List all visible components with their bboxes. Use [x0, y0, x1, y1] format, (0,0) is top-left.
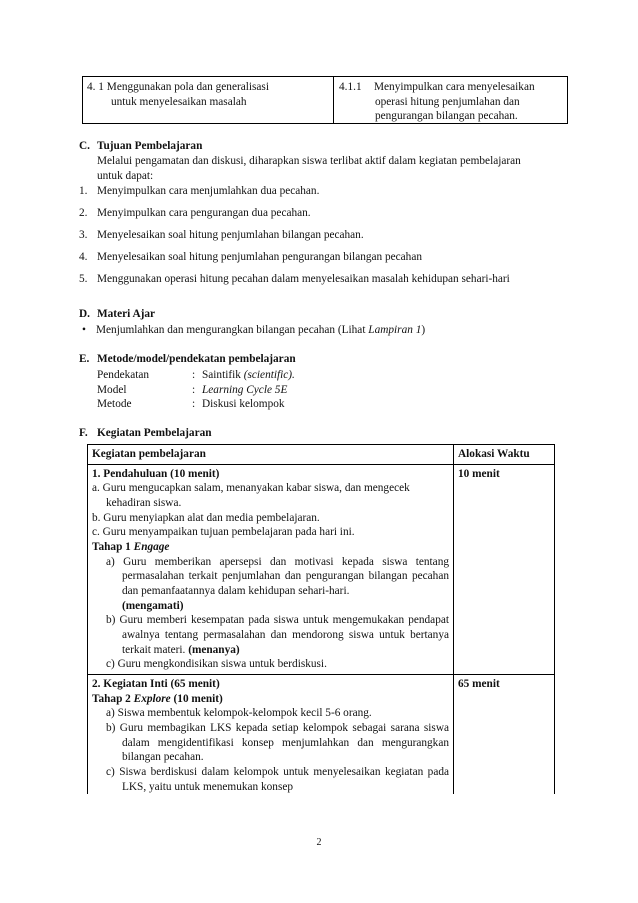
method-sep: :: [192, 383, 196, 396]
section-e-letter: E.: [79, 353, 90, 365]
engage-b-text: b) Guru memberi kesempatan pada siswa untuk mengemukakan pendapat awalnya tentang permasalahan dan mendorong siswa untuk bertanya terkait materi.: [106, 614, 449, 656]
section-c-heading: [79, 139, 202, 154]
objective-text: Menyelesaikan soal hitung penjumlahan bilangan pecahan.: [97, 229, 364, 241]
section-f-heading: [79, 426, 212, 441]
method-value: Saintifik: [202, 369, 244, 381]
engage-name: Engage: [133, 541, 170, 554]
pendahuluan-time: 10 menit: [454, 464, 555, 674]
indicator-number: 4.1.1: [339, 81, 362, 93]
section-c-intro-line1: Melalui pengamatan dan diskusi, diharapkan siswa terlibat aktif dalam kegiatan pembelajaran: [97, 155, 521, 167]
method-label: Pendekatan: [97, 369, 150, 381]
engage-item-c: c) Guru mengkondisikan siswa untuk berdiskusi.: [106, 658, 327, 671]
method-row-pendekatan: [97, 368, 497, 383]
inti-title: 2. Kegiatan Inti (65 menit): [92, 678, 220, 691]
method-list: [97, 368, 497, 412]
objective-num: 4.: [79, 251, 88, 263]
engage-heading: [92, 540, 449, 555]
method-sep: :: [192, 369, 196, 381]
method-label: Metode: [97, 398, 132, 411]
section-f-title: Kegiatan Pembelajaran: [97, 427, 212, 439]
section-e-title: Metode/model/pendekatan pembelajaran: [97, 353, 296, 365]
explore-label: Tahap 2: [92, 692, 134, 705]
explore-duration: (10 menit): [170, 692, 223, 705]
method-value-italic: Learning Cycle 5E: [202, 383, 288, 396]
method-sep: :: [192, 398, 196, 411]
engage-a-text: a) Guru memberikan apersepsi dan motivasi kepada siswa tentang permasalahan terkait penjumlahan dan pengurangan bilangan pecahan dan pemanfaatannya dalam kehidupan sehari-hari.: [106, 555, 449, 598]
objective-num: 3.: [79, 229, 88, 241]
section-d-heading: [79, 307, 155, 322]
objective-num: 1.: [79, 185, 88, 197]
objective-item-1: [79, 184, 319, 199]
method-row-model: [97, 383, 497, 398]
section-c-title: Tujuan Pembelajaran: [97, 140, 203, 152]
competency-text-line2: untuk menyelesaikan masalah: [111, 95, 247, 108]
section-c-letter: C.: [79, 140, 90, 152]
objective-item-5: [79, 272, 510, 287]
materi-close-paren: ): [421, 324, 426, 336]
activity-row-inti: [88, 675, 555, 795]
pendahuluan-c: c. Guru menyampaikan tujuan pembelajaran pada hari ini.: [92, 526, 355, 539]
explore-name: Explore: [133, 692, 171, 705]
objective-item-4: [79, 250, 422, 265]
explore-item-c: c) Siswa berdiskusi dalam kelompok untuk menyelesaikan kegiatan pada LKS, yaitu untuk menemukan konsep: [106, 766, 449, 793]
engage-label: Tahap 1: [92, 541, 134, 554]
indicator-text-line3: pengurangan bilangan pecahan.: [375, 110, 518, 123]
indicator-cell: [339, 80, 567, 124]
objective-item-2: [79, 206, 311, 221]
table-divider: [333, 77, 334, 123]
page-number: 2: [316, 837, 322, 848]
objective-text: Menyimpulkan cara menjumlahkan dua pecahan.: [97, 185, 320, 197]
materi-text: Menjumlahkan dan mengurangkan bilangan pecahan (Lihat: [96, 324, 369, 336]
objective-text: Menggunakan operasi hitung pecahan dalam menyelesaikan masalah kehidupan sehari-hari: [97, 273, 510, 285]
engage-item-b: [92, 613, 449, 657]
section-d-title: Materi Ajar: [97, 308, 156, 320]
engage-b-tag: (menanya): [188, 643, 240, 656]
pendahuluan-b: b. Guru menyiapkan alat dan media pembelajaran.: [92, 511, 320, 524]
method-label: Model: [97, 383, 127, 396]
competency-number: 4. 1: [87, 81, 104, 93]
activity-table: [87, 444, 555, 794]
section-e-heading: [79, 352, 296, 367]
inti-cell: [88, 675, 454, 795]
pendahuluan-cell: [88, 464, 454, 674]
activity-row-pendahuluan: [88, 464, 555, 674]
explore-heading: [92, 692, 449, 707]
competency-text-line1: Menggunakan pola dan generalisasi: [106, 81, 269, 93]
activity-header-row: [88, 445, 555, 465]
header-activity: Kegiatan pembelajaran: [88, 445, 454, 465]
section-c-intro: [97, 154, 597, 183]
objective-num: 2.: [79, 207, 88, 219]
materi-bullet-item: [82, 323, 425, 338]
method-row-metode: [97, 397, 497, 412]
objective-item-3: [79, 228, 364, 243]
competency-cell: [87, 80, 327, 109]
indicator-text-line1: Menyimpulkan cara menyelesaikan: [374, 81, 535, 93]
method-value-italic: (scientific).: [243, 369, 295, 381]
objective-text: Menyimpulkan cara pengurangan dua pecahan.: [97, 207, 311, 219]
section-d-letter: D.: [79, 308, 90, 320]
explore-item-b: b) Guru membagikan LKS kepada setiap kelompok sebagai sarana siswa dalam mengidentifikasi konsep menjumlahkan dan mengurangkan bilangan pecahan.: [106, 722, 449, 764]
engage-item-a: [92, 555, 449, 599]
materi-lampiran: Lampiran 1: [368, 324, 422, 336]
header-time: Alokasi Waktu: [454, 445, 555, 465]
objective-text: Menyelesaikan soal hitung penjumlahan pengurangan bilangan pecahan: [97, 251, 422, 263]
method-value: Diskusi kelompok: [202, 398, 285, 411]
pendahuluan-a: a. Guru mengucapkan salam, menanyakan kabar siswa, dan mengecek kehadiran siswa.: [92, 482, 410, 510]
objective-num: 5.: [79, 273, 88, 285]
section-c-intro-line2: untuk dapat:: [97, 169, 154, 182]
section-f-letter: F.: [79, 427, 88, 439]
bullet-icon: •: [82, 324, 86, 336]
pendahuluan-title: 1. Pendahuluan (10 menit): [92, 467, 220, 480]
competency-table: [82, 76, 568, 124]
explore-item-a: a) Siswa membentuk kelompok-kelompok kecil 5-6 orang.: [106, 707, 372, 720]
indicator-text-line2: operasi hitung penjumlahan dan: [375, 95, 520, 108]
inti-time: 65 menit: [454, 675, 555, 795]
engage-a-tag: (mengamati): [122, 599, 184, 612]
